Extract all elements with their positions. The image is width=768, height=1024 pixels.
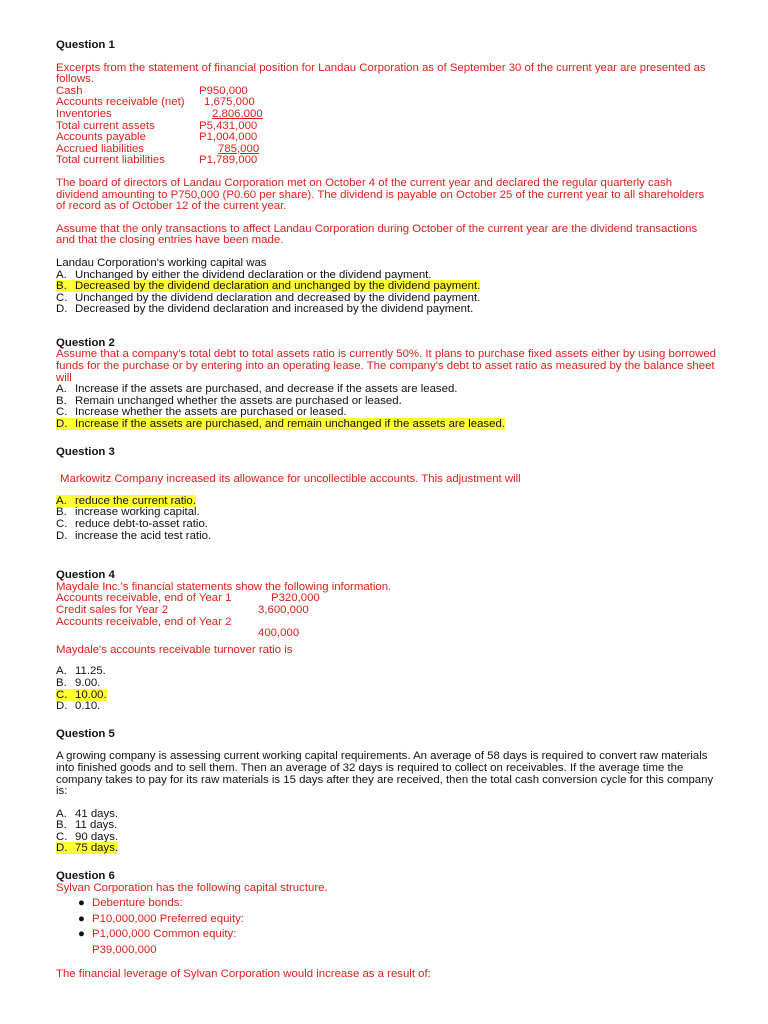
question-paragraph: Assume that the only transactions to affect Landau Corporation during October of the current year are the dividend transactions and that the closing entries have been made. — [56, 222, 698, 247]
table-row: Accounts receivable, end of Year 2 — [56, 615, 232, 628]
table-row: 400,000 — [258, 627, 300, 640]
question-3 — [56, 447, 716, 543]
answer-option: C. 90 days. — [56, 830, 119, 843]
capital-value: P39,000,000 — [92, 944, 157, 957]
question-5 — [56, 729, 716, 855]
answer-option-highlighted: D. Increase if the assets are purchased, and remain unchanged if the assets are leased. — [56, 418, 505, 431]
table-row: Total current liabilities P1,789,000 — [56, 154, 258, 167]
table-row: Accounts receivable, end of Year 1 P320,000 — [56, 592, 320, 605]
receivables-table — [56, 593, 716, 639]
financial-position-table — [56, 86, 716, 167]
answer-option: C. Unchanged by the dividend declaration and decreased by the dividend payment. — [56, 291, 481, 304]
table-row: Accounts payable P1,004,000 — [56, 131, 258, 144]
question-stem: Maydale's accounts receivable turnover ratio is — [56, 643, 293, 656]
document-page — [56, 40, 716, 980]
question-intro: Assume that a company's total debt to total assets ratio is currently 50%. It plans to purchase fixed assets either by using borrowed funds for the purchase or by entering into an operating lease. The company's debt to asset ratio as measured by the balance sheet will — [56, 348, 717, 384]
answer-option: B. Remain unchanged whether the assets are purchased or leased. — [56, 394, 402, 407]
answer-option: A. Increase if the assets are purchased, and decrease if the assets are leased. — [56, 383, 458, 396]
answer-option-highlighted: C. 10.00. — [56, 688, 107, 701]
bullet-icon: ● — [78, 912, 85, 925]
question-heading: Question 5 — [56, 727, 115, 740]
table-row: Inventories 2,806,000 — [56, 107, 263, 120]
table-row: Cash P950,000 — [56, 84, 248, 97]
answer-option: D. increase the acid test ratio. — [56, 529, 212, 542]
answer-option: B. increase working capital. — [56, 506, 200, 519]
answer-option: C. reduce debt-to-asset ratio. — [56, 518, 208, 530]
list-item: ● Debenture bonds: — [78, 897, 183, 910]
answer-option: A. Unchanged by either the dividend declaration or the dividend payment. — [56, 268, 432, 281]
table-row: Total current assets P5,431,000 — [56, 119, 258, 132]
bullet-icon: ● — [78, 928, 85, 941]
question-heading: Question 6 — [56, 870, 115, 883]
question-heading: Question 3 — [56, 445, 115, 458]
list-item: ● P1,000,000 Common equity: — [78, 928, 237, 941]
answer-option: B. 11 days. — [56, 819, 118, 832]
question-stem: Landau Corporation's working capital was — [56, 256, 267, 269]
question-heading: Question 2 — [56, 336, 115, 349]
question-intro: Markowitz Company increased its allowance for uncollectible accounts. This adjustment will — [60, 473, 521, 486]
capital-structure-list — [56, 898, 716, 941]
question-6 — [56, 871, 716, 980]
table-row: Accrued liabilities 785,000 — [56, 142, 260, 155]
question-4 — [56, 570, 716, 713]
question-intro: A growing company is assessing current working capital requirements. An average of 58 days is required to convert raw materials into finished goods and to sell them. Then an average of 32 days is required to collect on receivables. If the average time the company takes to pay for its raw materials is 15 days after they are received, then the total cash conversion cycle for this company is: — [56, 750, 714, 798]
question-2 — [56, 338, 716, 431]
answer-option: A. 11.25. — [56, 665, 106, 678]
answer-option: D. Decreased by the dividend declaration and increased by the dividend payment. — [56, 303, 474, 316]
answer-option: D. 0.10. — [56, 700, 101, 713]
answer-option: B. 9.00. — [56, 676, 101, 689]
answer-option-highlighted: D. 75 days. — [56, 842, 119, 855]
question-1 — [56, 40, 716, 316]
question-heading: Question 1 — [56, 39, 115, 51]
answer-option: A. 41 days. — [56, 807, 119, 820]
question-stem: The financial leverage of Sylvan Corporation would increase as a result of: — [56, 967, 431, 980]
answer-option-highlighted: B. Decreased by the dividend declaration and unchanged by the dividend payment. — [56, 280, 481, 293]
question-intro: Maydale Inc.'s financial statements show the following information. — [56, 580, 392, 593]
table-row: Credit sales for Year 2 3,600,000 — [56, 603, 309, 616]
question-paragraph: The board of directors of Landau Corporation met on October 4 of the current year and declared the regular quarterly cash dividend amounting to P750,000 (P0.60 per share). The dividend is payable on October 25 of the current year to all shareholders of record as of October 12 of the current year. — [56, 176, 705, 213]
list-item: ● P10,000,000 Preferred equity: — [78, 912, 244, 925]
question-intro: Sylvan Corporation has the following capital structure. — [56, 881, 328, 894]
bullet-icon: ● — [78, 897, 85, 910]
answer-option: C. Increase whether the assets are purchased or leased. — [56, 406, 347, 419]
question-intro: Excerpts from the statement of financial position for Landau Corporation as of September 30 of the current year are presented as follows. — [56, 61, 706, 86]
table-row: Accounts receivable (net) 1,675,000 — [56, 96, 255, 109]
question-heading: Question 4 — [56, 569, 115, 582]
answer-option-highlighted: A. reduce the current ratio. — [56, 494, 196, 507]
